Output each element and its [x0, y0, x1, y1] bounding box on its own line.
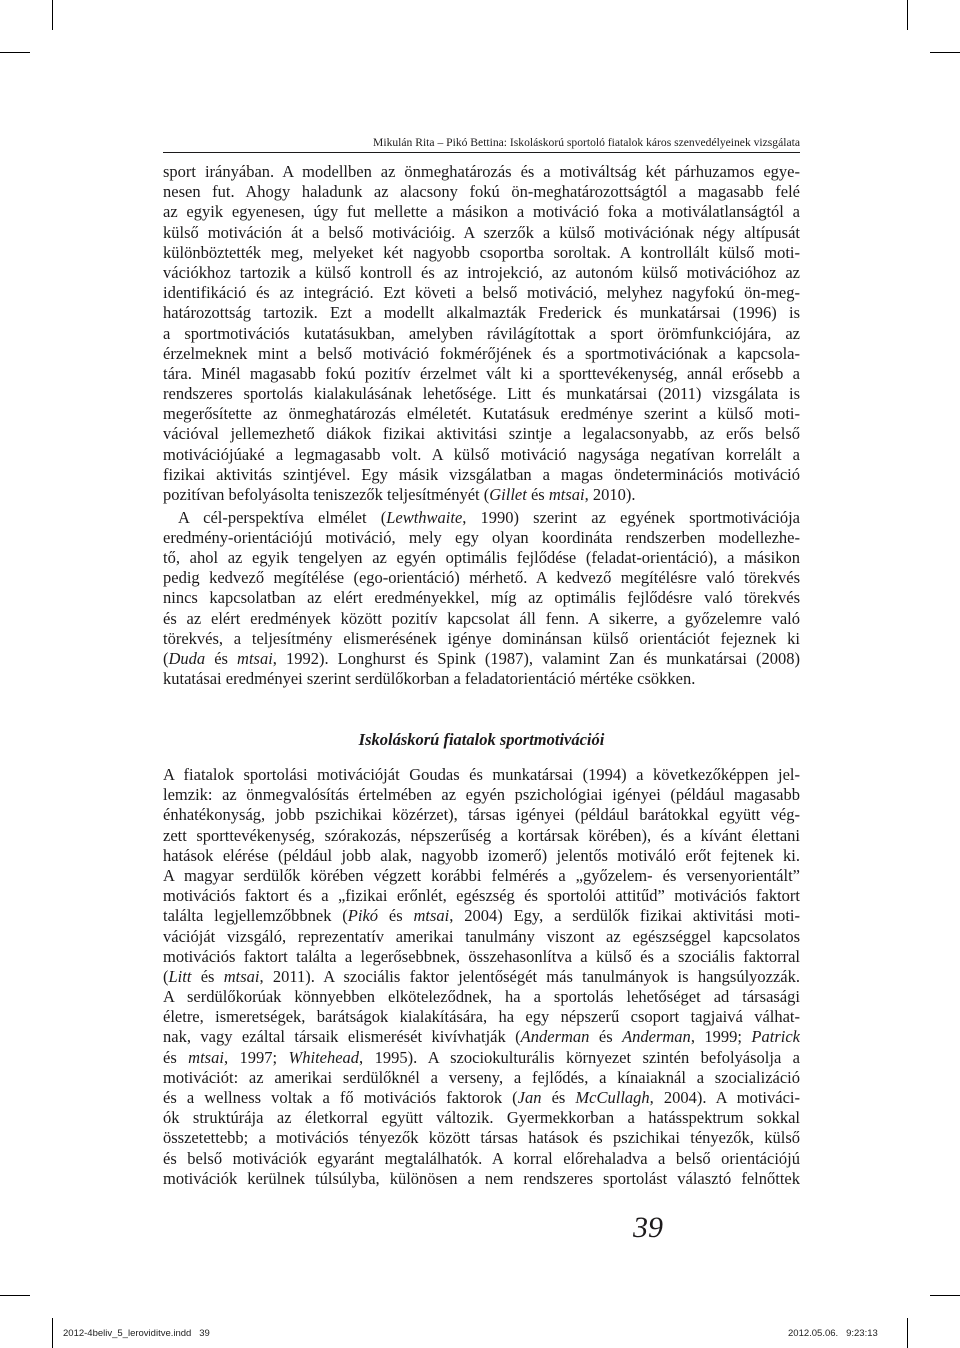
text-line [163, 485, 800, 505]
italic-citation: Anderman [622, 1027, 691, 1047]
text-run: ( [163, 648, 169, 668]
text-line: motivációs faktort találta a legerősebbnek, összehasonlítva a külső és a szociális faktorral [163, 946, 800, 966]
text-run: és [205, 648, 238, 668]
text-line: A fiatalok sportolási motivációját Goudas és munkatársai (1994) a következőképpen jel- [163, 765, 800, 784]
text-line: határozottság tartozik. Ezt a modellt alkalmazták Frederick és munkatársai (1996) is [163, 303, 800, 323]
text-line: zett sporttevékenység, szórakozás, népszerűség a kortársak körében), és a kívánt élettani [163, 825, 800, 845]
text-run: és [526, 485, 549, 504]
slug-timestamp: 2012.05.06. 9:23:13 [788, 1328, 878, 1339]
italic-citation: McCullagh [575, 1088, 650, 1107]
italic-citation: Jan [517, 1088, 542, 1107]
slug-file-info: 2012-4beliv_5_leroviditve.indd 39 [63, 1328, 210, 1339]
text-line: különböztették meg, melyeket két nagyobb csoportba soroltak. A kontrollált külső moti- [163, 242, 800, 262]
italic-citation: Pikó [347, 906, 379, 926]
italic-citation: Lewthwaite [386, 507, 463, 527]
text-run: , 2004). A motiváci- [649, 1088, 800, 1107]
text-run: , 2004) Egy, a serdülők fizikai aktivitási moti- [449, 906, 800, 926]
crop-mark-bottom-right-horizontal [930, 1295, 960, 1296]
text-run: A cél-perspektíva elmélet ( [178, 507, 387, 527]
italic-citation: mtsai [223, 966, 260, 986]
text-line: és belső motivációk egyaránt megtalálhatók. A korral előrehaladva a belső orientációjú [163, 1148, 800, 1168]
text-line: fizikai aktivitás szintjével. Egy másik vizsgálatban a magas öndeterminációs motiváció [163, 464, 800, 484]
text-line [163, 1027, 800, 1047]
text-run: , 1997; [223, 1047, 289, 1067]
italic-citation: Litt [168, 966, 192, 986]
italic-citation: Duda [168, 648, 206, 668]
text-run: , 1995). A szociokulturális környezet szintén befolyásolja a [359, 1047, 800, 1067]
text-line: ók struktúrája az életkorral együtt változik. Gyermekkorban a hatásspektrum sokkal [163, 1108, 800, 1128]
text-line: vációval jellemezhető diákok fizikai aktivitási szintje a legalacsonyabb, az erős belső [163, 424, 800, 444]
text-run: és [541, 1088, 576, 1107]
text-line [163, 1088, 800, 1108]
italic-citation: mtsai [413, 906, 450, 926]
text-line: eredmény-orientációjú motiváció, mely egy olyan koordináta rendszerben modellezhe- [163, 527, 800, 547]
section-heading: Iskoláskorú fiatalok sportmotivációi [358, 730, 605, 749]
text-line: összetettebb; a motivációs tényezők között társas hatások és pszichikai tényezők, külső [163, 1128, 800, 1148]
text-line: életre, ismeretségek, barátságok kialakítására, ha egy népszerű csoport tagjaivá válhat- [163, 1007, 800, 1027]
text-line: megerősítette az önmeghatározás elméletét. Kutatásuk eredménye szerint a külső moti- [163, 404, 800, 424]
text-line [163, 1048, 800, 1068]
text-line: énhatékonyság, jobb pszichikai közérzet), társas igényei (például barátokkal együtt vég- [163, 805, 800, 825]
crop-mark-bottom-left-vertical [52, 1318, 53, 1348]
text-line [163, 649, 800, 669]
text-run: , 2011). A szociális faktor jelentőségét más tanulmányok is hangsúlyozzák. [259, 966, 800, 986]
text-line: nincs kapcsolatban az elért eredményekkel, míg az optimális fejlődésre való törekvés [163, 588, 800, 608]
text-run: ( [163, 966, 169, 986]
italic-citation: Anderman [520, 1027, 590, 1047]
crop-mark-top-right-vertical [907, 0, 908, 30]
italic-citation: Patrick [751, 1027, 800, 1047]
text-line [163, 967, 800, 987]
italic-citation: Gillet [489, 485, 527, 504]
body-paragraph-3 [163, 765, 800, 1189]
text-line: motivációs faktort és a „fizikai erőnlét, egészség és sportolói attitűd” motivációs faktort [163, 886, 800, 906]
text-run: találta legjellemzőbbnek ( [163, 906, 348, 926]
text-run: , 1999; [690, 1027, 752, 1047]
text-run: és [589, 1027, 623, 1047]
text-line: és az elért eredmények között pozitív kapcsolat áll fenn. A sikerre, a győzelemre való [163, 608, 800, 628]
italic-citation: mtsai [188, 1047, 224, 1067]
text-line: A serdülőkorúak könnyebben elköteleződnek, ha a sportolás lehetőséget ad társasági [163, 987, 800, 1007]
text-line: külső motiváción át a belső motivációig. A szerzők a külső motivációnak négy altípusát [163, 222, 800, 242]
text-line [163, 508, 800, 528]
text-line: lemzik: az önmegvalósítás értelmében az egyén pszichológiai igényei (például magasabb [163, 785, 800, 805]
text-line: sport irányában. A modellben az önmeghatározás és a motiváltság két párhuzamos egye- [163, 162, 800, 181]
text-line: hatások elérése (például jobb alak, nagyobb izomerő) jelentős motiváló erőt fejtenek ki. [163, 845, 800, 865]
text-line: a sportmotivációs kutatásukban, amelyben rávilágítottak a sport örömfunkciójára, az [163, 323, 800, 343]
body-paragraph-2 [163, 508, 800, 690]
crop-mark-top-right-horizontal [930, 52, 960, 53]
text-line: identifikáció és az integráció. Ezt követi a belső motiváció, melyhez nagyfokú ön-meg- [163, 283, 800, 303]
text-line: vációkhoz tartozik a külső kontroll és az introjekció, az autonóm külső motivációhoz az [163, 262, 800, 282]
text-run: és [163, 1047, 189, 1067]
crop-mark-bottom-right-vertical [907, 1318, 908, 1348]
text-run: pozitívan befolyásolta teniszezők teljesítményét ( [163, 485, 490, 504]
text-run: és [378, 906, 414, 926]
body-paragraph-1 [163, 162, 800, 505]
text-run: és [191, 966, 224, 986]
text-line: vációját vizsgáló, reprezentatív amerikai tanulmány viszont az egészséggel kapcsolatos [163, 926, 800, 946]
text-run: , 1992). Longhurst és Spink (1987), valamint Zan és munkatársai (2008) [272, 648, 800, 668]
page-number: 39 [633, 1211, 663, 1244]
text-run: nak, vagy ezáltal társaik elismerését kivívhatják ( [163, 1027, 521, 1047]
text-line: pedig kedvező megítélése (ego-orientáció) mérhető. A kedvező megítélésre való törekvés [163, 568, 800, 588]
text-line: rendszeres sportolás kialakulásának lehetősége. Litt és munkatársai (2011) vizsgálata is [163, 384, 800, 404]
text-line: tő, ahol az egyik tengelyen az egyén optimális fejlődése (feladat-orientáció), a másikon [163, 547, 800, 567]
text-line: érzelmeknek mint a belső motiváció fokmérőjének és a sportmotivációnak a kapcsola- [163, 343, 800, 363]
text-line: motivációjúaké a legmagasabb volt. A külső motiváció nagysága negatívan korrelált a [163, 444, 800, 464]
text-run: , 1990) szerint az egyének sportmotivációja [462, 507, 800, 527]
italic-citation: mtsai [548, 485, 585, 504]
running-head-rule [163, 152, 800, 153]
italic-citation: mtsai [237, 648, 273, 668]
crop-mark-bottom-left-horizontal [0, 1295, 30, 1296]
text-line: motivációt: az amerikai serdülőknél a verseny, a fejlődés, a kínaiaknál a szocializáció [163, 1067, 800, 1087]
text-line [163, 906, 800, 926]
text-line: az egyik egyenesen, úgy fut mellette a másikon a motiváció foka a motiválatlanságtól a [163, 202, 800, 222]
text-line: A magyar serdülők körében végzett korábbi felmérés a „győzelem- és versenyorientált” [163, 865, 800, 885]
running-head: Mikulán Rita – Pikó Bettina: Iskoláskorú sportoló fiatalok káros szenvedélyeinek vizsgálata [373, 136, 800, 149]
crop-mark-top-left-horizontal [0, 52, 30, 53]
text-line: motivációk kerülnek túlsúlyba, különösen a nem rendszeres sportolást választó felnőttek [163, 1168, 800, 1188]
text-run: és a wellness voltak a fő motivációs faktorok ( [163, 1088, 518, 1107]
text-line: tára. Minél magasabb fokú pozitív érzelmet vált ki a sporttevékenység, annál erősebb a [163, 363, 800, 383]
crop-mark-top-left-vertical [52, 0, 53, 30]
italic-citation: Whitehead [288, 1047, 360, 1067]
text-run: , 2010). [584, 485, 636, 504]
text-line: nesen fut. Ahogy haladunk az alacsony fokú ön-meghatározottságtól a magasabb felé [163, 182, 800, 202]
text-line: kutatásai eredményei szerint serdülőkorban a feladatorientáció mértéke csökken. [163, 669, 696, 689]
text-line: törekvés, a teljesítmény elismerésének igénye dominánsan külső orientációt fejeznek ki [163, 628, 800, 648]
